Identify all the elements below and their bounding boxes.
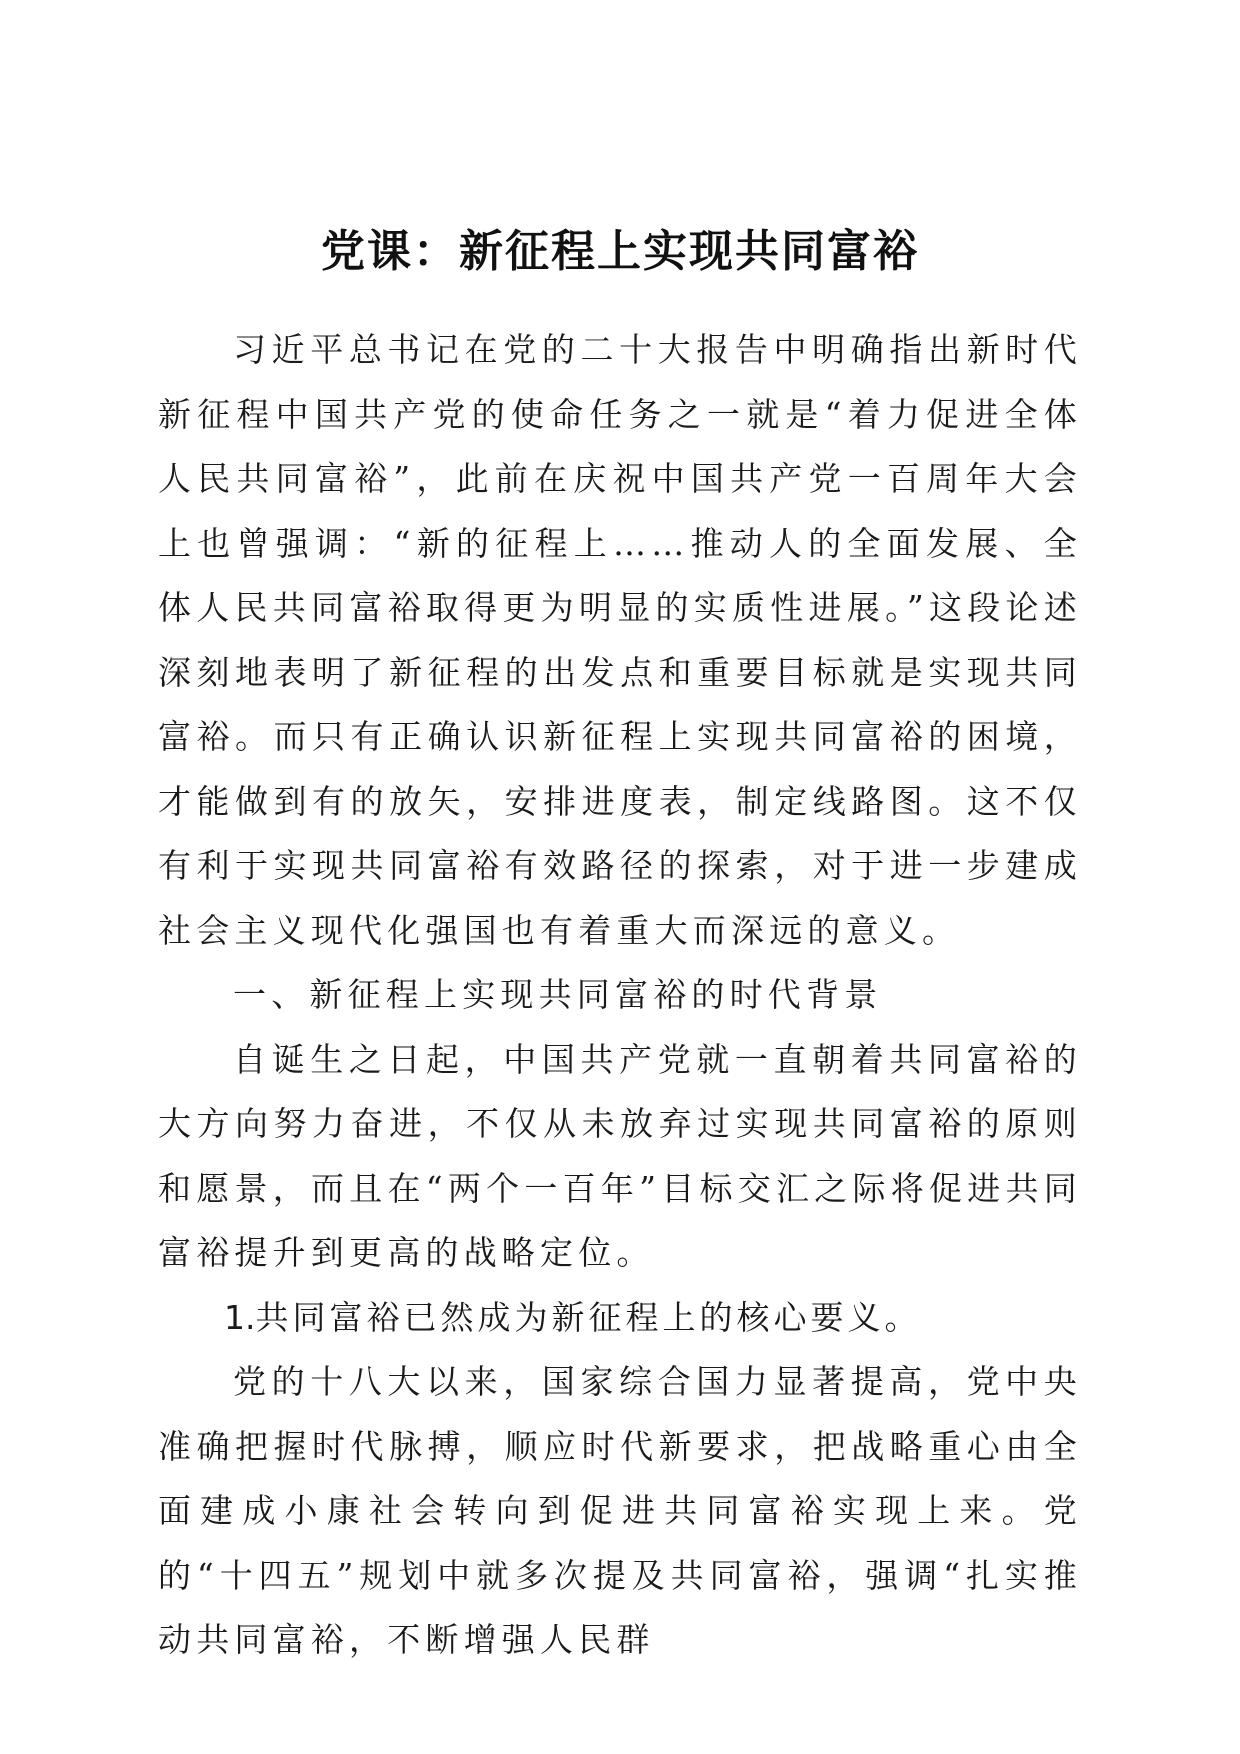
subsection-heading: [158, 1286, 1082, 1351]
intro-paragraph: 习近平总书记在党的二十大报告中明确指出新时代新征程中国共产党的使命任务之一就是“着力促进全体人民共同富裕”，此前在庆祝中国共产党一百周年大会上也曾强调：“新的征程上……推动人的全面发展、全体人民共同富裕取得更为明显的实质性进展。”这段论述深刻地表明了新征程的出发点和重要目标就是实现共同富裕。而只有正确认识新征程上实现共同富裕的困境，才能做到有的放矢，安排进度表，制定线路图。这不仅有利于实现共同富裕有效路径的探索，对于进一步建成社会主义现代化强国也有着重大而深远的意义。: [158, 330, 1082, 950]
subsection-text: 共同富裕已然成为新征程上的核心要义。: [255, 1297, 922, 1337]
subsection-number: 1.: [224, 1297, 256, 1337]
section-heading: 一、新征程上实现共同富裕的时代背景: [233, 975, 883, 1014]
section-paragraph: 自诞生之日起，中国共产党就一直朝着共同富裕的大方向努力奋进，不仅从未放弃过实现共同富裕的原则和愿景，而且在“两个一百年”目标交汇之际将促进共同富裕提升到更高的战略定位。: [158, 1039, 1082, 1272]
document-title: 党课：新征程上实现共同富裕: [321, 226, 919, 277]
subsection-paragraph: 党的十八大以来，国家综合国力显著提高，党中央准确把握时代脉搏，顺应时代新要求，把战略重心由全面建成小康社会转向到促进共同富裕实现上来。党的“十四五”规划中就多次提及共同富裕，强调“扎实推动共同富裕，不断增强人民群: [158, 1362, 1082, 1659]
document-body: [158, 318, 1082, 1673]
